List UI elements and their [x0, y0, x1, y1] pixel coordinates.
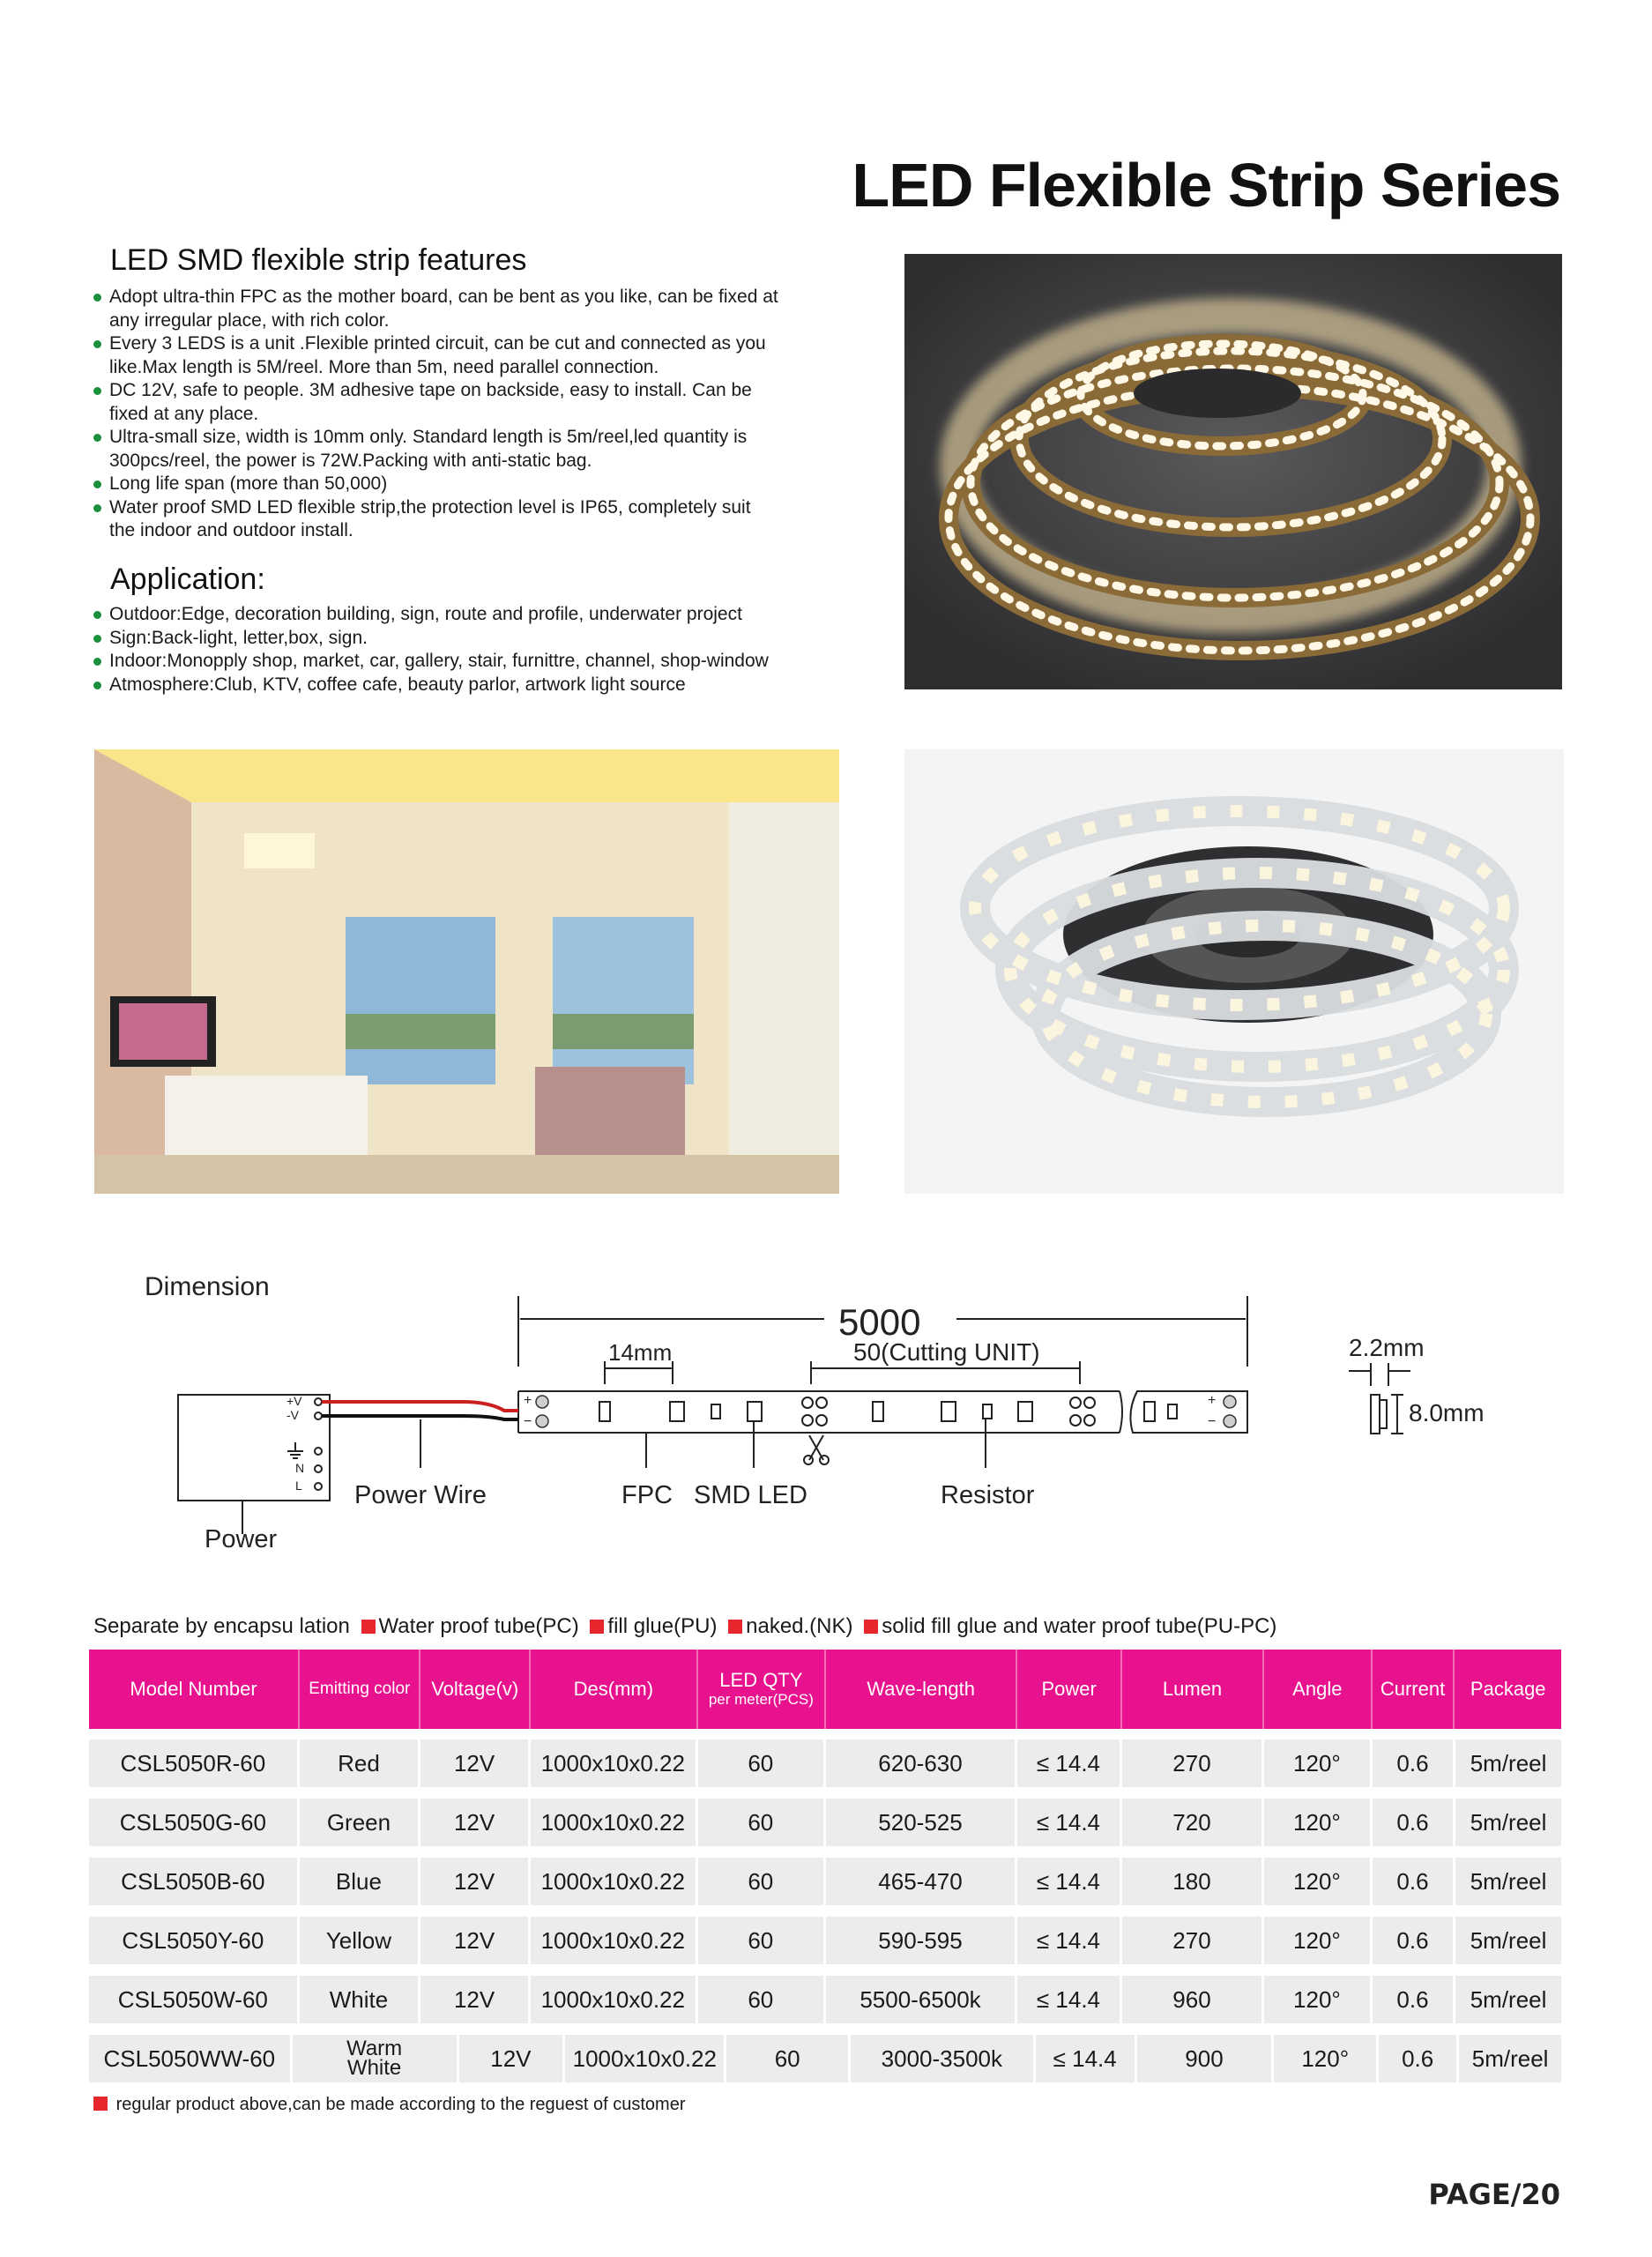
table-cell: White — [300, 1976, 419, 2023]
table-cell: ≤ 14.4 — [1017, 1858, 1120, 1905]
table-cell: 1000x10x0.22 — [531, 1799, 696, 1846]
table-cell: 1000x10x0.22 — [531, 1739, 696, 1787]
waterproof-strip-illustration — [904, 749, 1564, 1194]
table-cell: 1000x10x0.22 — [531, 1976, 696, 2023]
table-cell: 5m/reel — [1455, 1858, 1561, 1905]
table-cell: 12V — [420, 1799, 528, 1846]
table-cell: ≤ 14.4 — [1017, 1917, 1120, 1964]
table-cell: 60 — [698, 1858, 823, 1905]
header-model-number: Model Number — [89, 1650, 300, 1729]
table-cell: 1000x10x0.22 — [531, 1858, 696, 1905]
encapsulation-legend — [93, 1614, 1276, 1639]
application-item: Indoor:Monopply shop, market, car, gallery, stair, furnittre, channel, shop-window — [92, 650, 867, 674]
encapsulation-prefix: Separate by encapsu lation — [93, 1614, 350, 1638]
table-cell: CSL5050WW-60 — [89, 2035, 290, 2082]
feature-item: DC 12V, safe to people. 3M adhesive tape on backside, easy to install. Can be fixed at any place. — [92, 379, 779, 426]
legend-marker — [728, 1620, 742, 1634]
power-box — [178, 1395, 330, 1501]
interior-room-photo — [94, 749, 839, 1194]
table-cell: 900 — [1137, 2035, 1272, 2082]
legend-marker — [590, 1620, 604, 1634]
header-power: Power — [1017, 1650, 1122, 1729]
dimension-drawing — [159, 1287, 1507, 1569]
table-cell: CSL5050B-60 — [89, 1858, 297, 1905]
waterproof-strip-photo — [904, 749, 1564, 1194]
table-cell: 270 — [1122, 1739, 1261, 1787]
table-cell: ≤ 14.4 — [1017, 1799, 1120, 1846]
table-row — [89, 1917, 1561, 1964]
table-cell: 180 — [1122, 1858, 1261, 1905]
power-wire-label: Power Wire — [354, 1481, 487, 1509]
scissors-icon — [804, 1435, 829, 1464]
table-cell: 0.6 — [1373, 1917, 1453, 1964]
table-cell: Red — [300, 1739, 419, 1787]
ground-symbol — [287, 1442, 303, 1458]
footnote-marker — [93, 2097, 108, 2111]
table-cell: 5500-6500k — [826, 1976, 1015, 2023]
header-voltage: Voltage(v) — [420, 1650, 531, 1729]
table-cell: 720 — [1122, 1799, 1261, 1846]
table-cell: 0.6 — [1373, 1858, 1453, 1905]
table-cell: 120° — [1264, 1917, 1370, 1964]
page-title: LED Flexible Strip Series — [852, 151, 1560, 220]
table-cell: 5m/reel — [1455, 1739, 1561, 1787]
pad-plus-label-right: + — [1208, 1393, 1217, 1408]
terminal-minus-v: -V — [286, 1408, 299, 1422]
header-wave-length: Wave-length — [826, 1650, 1017, 1729]
power-label: Power — [205, 1525, 278, 1553]
table-cell: 12V — [420, 1917, 528, 1964]
header-des-mm: Des(mm) — [531, 1650, 698, 1729]
table-cell: 5m/reel — [1455, 1917, 1561, 1964]
led-reel-illustration — [904, 254, 1562, 689]
table-cell: 960 — [1122, 1976, 1261, 2023]
resistor-label: Resistor — [941, 1481, 1035, 1509]
table-cell: 120° — [1274, 2035, 1376, 2082]
table-cell: ≤ 14.4 — [1017, 1739, 1120, 1787]
table-cell: CSL5050G-60 — [89, 1799, 297, 1846]
table-cell: Yellow — [300, 1917, 419, 1964]
header-package: Package — [1470, 1678, 1546, 1700]
thickness-label: 2.2mm — [1349, 1334, 1425, 1361]
table-cell: 60 — [726, 2035, 848, 2082]
header-emitting-color: Emitting color — [300, 1650, 420, 1729]
table-cell: 590-595 — [826, 1917, 1015, 1964]
header-current: Current — [1373, 1650, 1455, 1729]
pitch-label: 14mm — [608, 1339, 673, 1366]
features-list — [92, 286, 779, 543]
terminal-l: L — [295, 1479, 302, 1493]
table-cell: 465-470 — [826, 1858, 1015, 1905]
table-cell: 120° — [1264, 1799, 1370, 1846]
spec-table — [89, 1650, 1561, 2094]
encapsulation-option: fill glue(PU) — [607, 1614, 718, 1638]
table-cell: 60 — [698, 1917, 823, 1964]
table-cell: 60 — [698, 1799, 823, 1846]
header-led-qty: LED QTY per meter(PCS) — [698, 1650, 826, 1729]
pad-minus-label: − — [524, 1414, 532, 1429]
application-item: Outdoor:Edge, decoration building, sign, route and profile, underwater project — [92, 603, 867, 627]
table-cell: Green — [300, 1799, 419, 1846]
table-cell: 12V — [420, 1976, 528, 2023]
table-cell: 0.6 — [1373, 1799, 1453, 1846]
table-row — [89, 2035, 1561, 2082]
table-cell: 5m/reel — [1459, 2035, 1561, 2082]
table-cell: 520-525 — [826, 1799, 1015, 1846]
width-label: 8.0mm — [1409, 1399, 1485, 1426]
table-cell: Blue — [300, 1858, 419, 1905]
header-lumen: Lumen — [1122, 1650, 1264, 1729]
table-cell: 5m/reel — [1455, 1799, 1561, 1846]
table-header-row — [89, 1650, 1561, 1729]
header-angle: Angle — [1264, 1650, 1373, 1729]
feature-item: Adopt ultra-thin FPC as the mother board, can be bent as you like, can be fixed at any irregular place, with rich color. — [92, 286, 779, 332]
table-cell: 0.6 — [1373, 1976, 1453, 2023]
total-length-label: 5000 — [838, 1301, 921, 1343]
table-cell: ≤ 14.4 — [1017, 1976, 1120, 2023]
terminal-n: N — [295, 1461, 305, 1475]
application-item: Sign:Back-light, letter,box, sign. — [92, 627, 867, 651]
black-wire — [322, 1416, 518, 1419]
table-cell: 120° — [1264, 1976, 1370, 2023]
cross-section-detail — [1349, 1363, 1410, 1434]
dimension-heading: Dimension — [145, 1272, 270, 1301]
application-item: Atmosphere:Club, KTV, coffee cafe, beauty parlor, artwork light source — [92, 674, 867, 697]
encapsulation-option: Water proof tube(PC) — [378, 1614, 579, 1638]
footnote-text: regular product above,can be made according to the reguest of customer — [115, 2095, 686, 2114]
table-cell: 1000x10x0.22 — [531, 1917, 696, 1964]
table-cell: 120° — [1264, 1739, 1370, 1787]
table-row — [89, 1799, 1561, 1846]
fpc-label: FPC — [621, 1481, 673, 1509]
application-heading: Application: — [110, 562, 265, 596]
table-cell: 12V — [459, 2035, 563, 2082]
table-cell: 3000-3500k — [851, 2035, 1033, 2082]
feature-item: Every 3 LEDS is a unit .Flexible printed circuit, can be cut and connected as you like.Max length is 5M/reel. More than 5m, need parallel connection. — [92, 332, 779, 379]
encapsulation-option: solid fill glue and water proof tube(PU-PC) — [882, 1614, 1277, 1638]
footnote — [93, 2095, 686, 2115]
pad-minus-label-right: − — [1208, 1414, 1217, 1429]
table-cell: 5m/reel — [1455, 1976, 1561, 2023]
terminal-plus-v: +V — [286, 1394, 302, 1408]
table-cell: 12V — [420, 1858, 528, 1905]
table-cell: 620-630 — [826, 1739, 1015, 1787]
table-row — [89, 1739, 1561, 1787]
features-heading: LED SMD flexible strip features — [110, 243, 527, 277]
table-cell: 1000x10x0.22 — [565, 2035, 724, 2082]
led-reel-photo — [904, 254, 1562, 689]
cutting-unit-label: 50(Cutting UNIT) — [853, 1338, 1040, 1366]
pad-plus-label: + — [524, 1393, 532, 1408]
table-cell: Warm White — [293, 2035, 457, 2082]
table-cell: CSL5050Y-60 — [89, 1917, 297, 1964]
application-list — [92, 603, 867, 696]
encapsulation-option: naked.(NK) — [746, 1614, 853, 1638]
table-cell: 60 — [698, 1739, 823, 1787]
feature-item: Long life span (more than 50,000) — [92, 473, 779, 496]
table-cell: 12V — [420, 1739, 528, 1787]
table-cell: 0.6 — [1373, 1739, 1453, 1787]
table-row — [89, 1976, 1561, 2023]
strip-components — [599, 1397, 1177, 1426]
table-cell: 60 — [698, 1976, 823, 2023]
table-row — [89, 1858, 1561, 1905]
page-number: PAGE/20 — [1428, 2178, 1560, 2211]
interior-room-illustration — [94, 749, 839, 1194]
red-wire — [322, 1402, 518, 1411]
table-cell: ≤ 14.4 — [1036, 2035, 1135, 2082]
table-cell: 120° — [1264, 1858, 1370, 1905]
table-body — [89, 1739, 1561, 2082]
legend-marker — [864, 1620, 878, 1634]
table-cell: CSL5050W-60 — [89, 1976, 297, 2023]
smd-led-label: SMD LED — [694, 1481, 807, 1509]
table-cell: CSL5050R-60 — [89, 1739, 297, 1787]
table-cell: 270 — [1122, 1917, 1261, 1964]
feature-item: Water proof SMD LED flexible strip,the protection level is IP65, completely suit the indoor and outdoor install. — [92, 496, 779, 543]
feature-item: Ultra-small size, width is 10mm only. Standard length is 5m/reel,led quantity is 300pcs/reel, the power is 72W.Packing with anti-static bag. — [92, 426, 779, 473]
legend-marker — [361, 1620, 376, 1634]
table-cell: 0.6 — [1379, 2035, 1456, 2082]
